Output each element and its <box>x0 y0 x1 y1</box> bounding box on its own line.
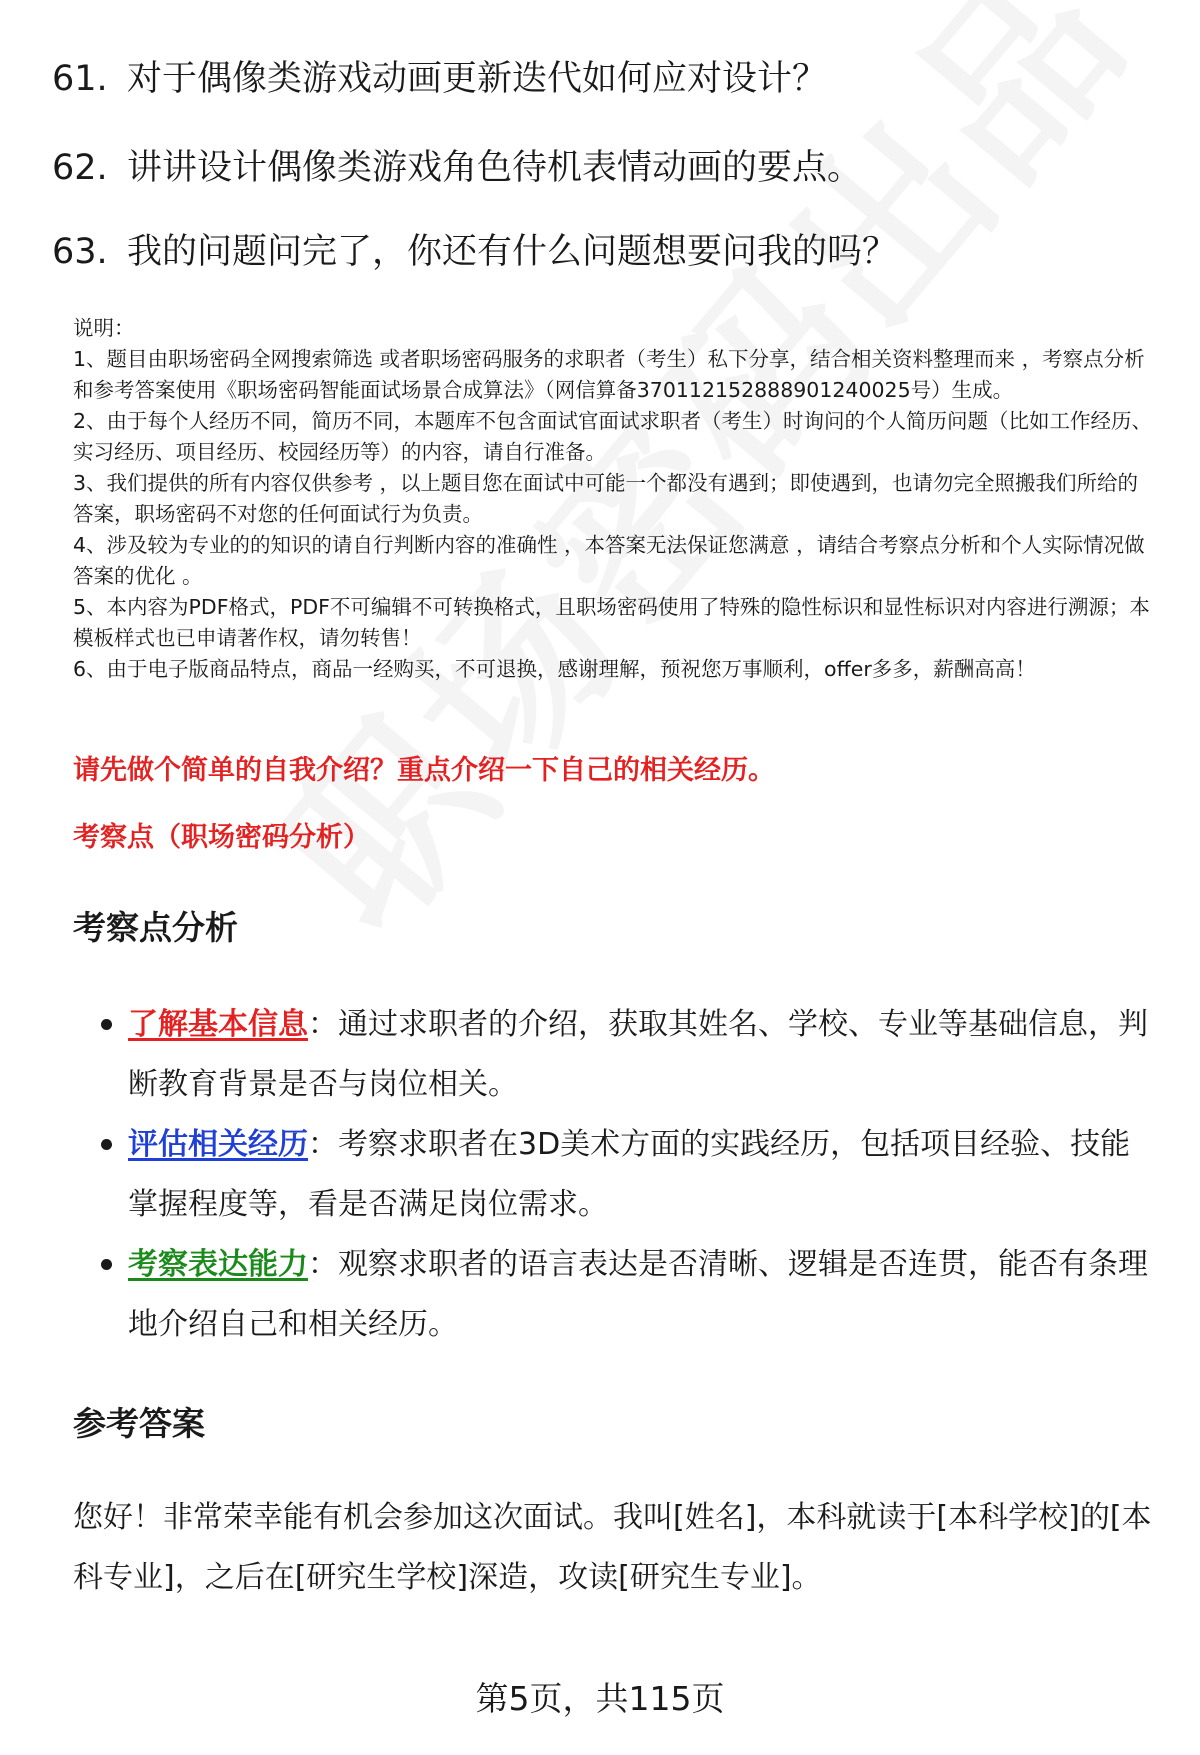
notes-title: 说明： <box>73 316 135 340</box>
note-item: 5、本内容为PDF格式，PDF不可编辑不可转换格式，且职场密码使用了特殊的隐性标识和显性标识对内容进行溯源；本模板样式也已申请著作权，请勿转售！ <box>73 595 1150 650</box>
answer-text: 您好！非常荣幸能有机会参加这次面试。我叫[姓名]，本科就读于[本科学校]的[本科专业]，之后在[研究生学校]深造，攻读[研究生专业]。 <box>73 1500 1152 1595</box>
disclaimer-notes <box>73 313 1158 685</box>
bullet-dot-icon <box>101 1139 112 1150</box>
point-text: ：考察求职者在3D美术方面的实践经历，包括项目经验、技能掌握程度等，看是否满足岗位需求。 <box>128 1127 1131 1222</box>
note-item: 2、由于每个人经历不同，简历不同，本题库不包含面试官面试求职者（考生）时询问的个人简历问题（比如工作经历、实习经历、项目经历、校园经历等）的内容，请自行准备。 <box>73 409 1153 464</box>
point-keyword: 评估相关经历 <box>128 1127 308 1162</box>
question-item <box>52 230 897 274</box>
note-item: 3、我们提供的所有内容仅供参考 ，以上题目您在面试中可能一个都没有遇到；即使遇到，也请勿完全照搬我们所给的答案，职场密码不对您的任何面试行为负责。 <box>73 471 1139 526</box>
main-question-subtitle: 考察点（职场密码分析） <box>73 822 370 853</box>
point-keyword: 了解基本信息 <box>128 1007 308 1042</box>
main-question: 请先做个简单的自我介绍？重点介绍一下自己的相关经历。 <box>73 755 775 786</box>
note-item: 1、题目由职场密码全网搜索筛选 或者职场密码服务的求职者（考生）私下分享，结合相关资料整理而来 ，考察点分析和参考答案使用《职场密码智能面试场景合成算法》（网信算备370112152888901240025号）生成。 <box>73 347 1145 402</box>
point-text: ：观察求职者的语言表达是否清晰、逻辑是否连贯，能否有条理地介绍自己和相关经历。 <box>128 1247 1148 1342</box>
note-item: 6、由于电子版商品特点，商品一经购买，不可退换，感谢理解，预祝您万事顺利，offer多多，薪酬高高！ <box>73 657 1036 681</box>
question-item <box>52 146 862 190</box>
question-item <box>52 57 827 101</box>
question-text: 我的问题问完了，你还有什么问题想要问我的吗？ <box>127 232 898 272</box>
question-number: 61. <box>52 59 108 99</box>
point-keyword: 考察表达能力 <box>128 1247 308 1282</box>
analysis-point <box>128 995 1158 1115</box>
bullet-dot-icon <box>101 1019 112 1030</box>
analysis-heading: 考察点分析 <box>73 908 238 947</box>
bullet-dot-icon <box>101 1259 112 1270</box>
question-text: 对于偶像类游戏动画更新迭代如何应对设计？ <box>127 59 828 99</box>
analysis-point <box>128 1235 1158 1355</box>
question-number: 63. <box>52 232 108 272</box>
note-item: 4、涉及较为专业的的知识的请自行判断内容的准确性 ，本答案无法保证您满意 ，请结合考察点分析和个人实际情况做答案的优化 。 <box>73 533 1145 588</box>
analysis-points <box>128 995 1158 1355</box>
point-text: ：通过求职者的介绍，获取其姓名、学校、专业等基础信息，判断教育背景是否与岗位相关。 <box>128 1007 1148 1102</box>
answer-heading: 参考答案 <box>73 1404 205 1443</box>
question-number: 62. <box>52 148 108 188</box>
analysis-point <box>128 1115 1158 1235</box>
question-text: 讲讲设计偶像类游戏角色待机表情动画的要点。 <box>127 148 863 188</box>
page-footer: 第5页，共115页 <box>475 1679 725 1718</box>
